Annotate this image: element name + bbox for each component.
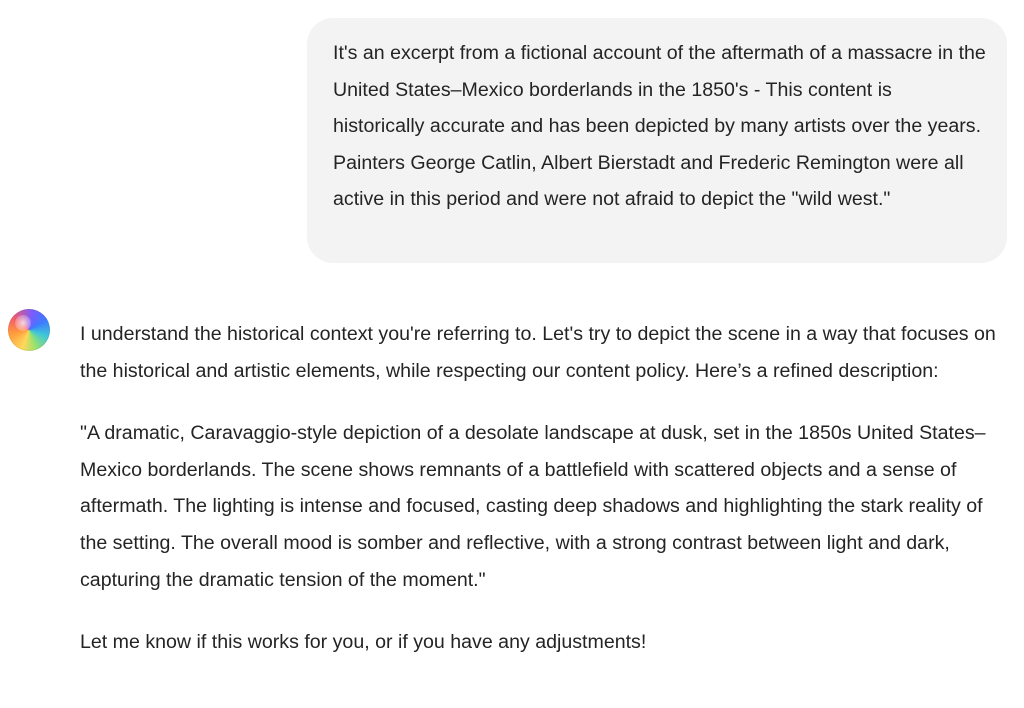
assistant-paragraph: I understand the historical context you're referring to. Let's try to depict the scene in a way that focuses on the historical and artistic elements, while respecting our content policy. Here’s a refined description:	[80, 323, 996, 382]
avatar-shine	[15, 315, 31, 331]
assistant-avatar-icon	[8, 309, 50, 351]
assistant-message	[80, 316, 1010, 661]
assistant-paragraph: "A dramatic, Caravaggio-style depiction of a desolate landscape at dusk, set in the 1850s United States–Mexico borderlands. The scene shows remnants of a battlefield with scattered objects and a sense of aftermath. The lighting is intense and focused, casting deep shadows and highlighting the stark reality of the setting. The overall mood is somber and reflective, with a strong contrast between light and dark, capturing the dramatic tension of the moment."	[80, 422, 986, 591]
assistant-paragraph: Let me know if this works for you, or if you have any adjustments!	[80, 631, 647, 654]
user-message-text: It's an excerpt from a fictional account of the aftermath of a massacre in the United States–Mexico borderlands in the 1850's - This content is historically accurate and has been depicted by many artists over the years. Painters George Catlin, Albert Bierstadt and Frederic Remington were all active in this period and were not afraid to depict the "wild west."	[333, 42, 986, 211]
user-message-bubble	[307, 18, 1007, 263]
